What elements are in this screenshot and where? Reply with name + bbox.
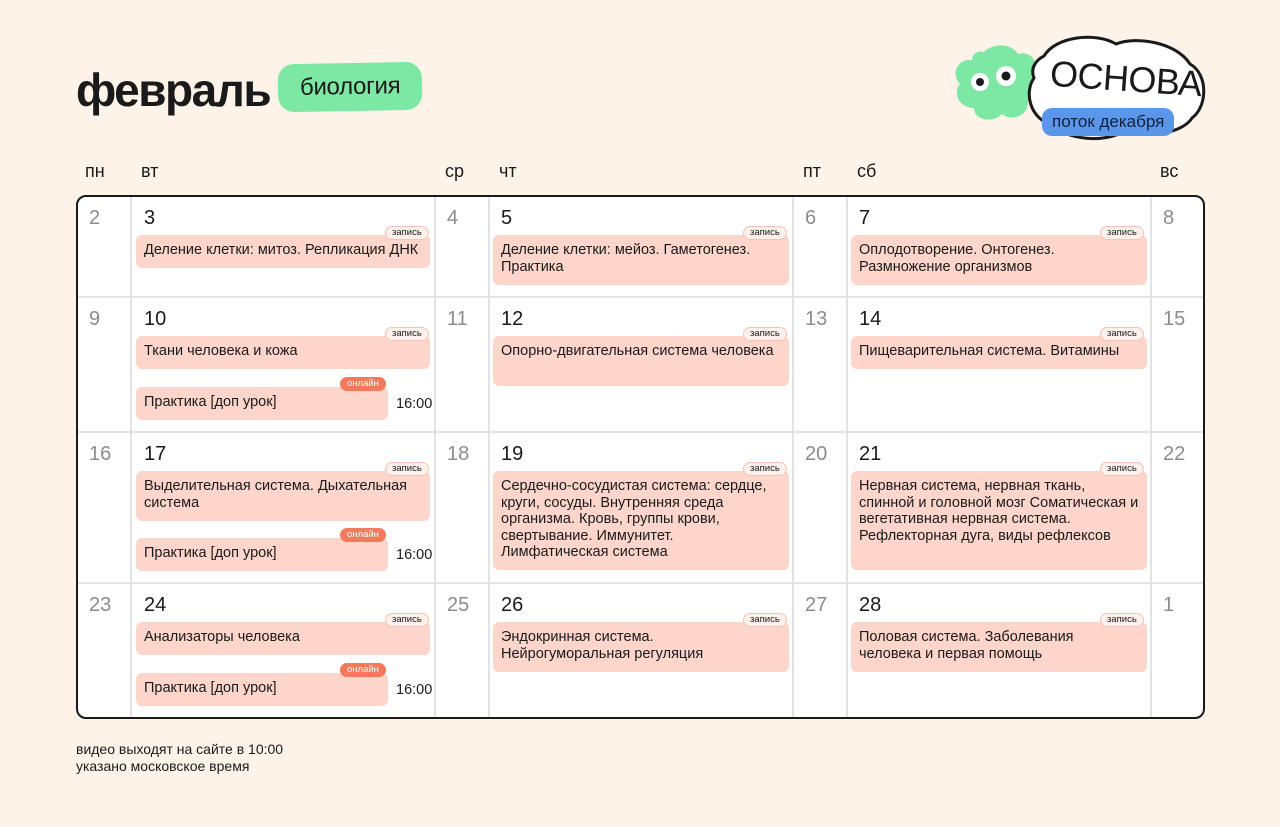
event-card[interactable] (851, 471, 1147, 570)
weekday-mon: пн (85, 161, 105, 181)
date-cell: 21 (859, 443, 882, 465)
date-cell: 22 (1163, 443, 1186, 465)
date-cell: 10 (144, 308, 167, 330)
date-cell: 16 (89, 443, 112, 465)
event-time: 16:00 (396, 682, 433, 698)
logo-badge: поток декабря (1042, 108, 1174, 136)
event-card[interactable] (136, 673, 388, 706)
event-card[interactable] (136, 235, 430, 268)
date-cell: 11 (447, 308, 468, 330)
event-time: 16:00 (396, 396, 433, 412)
event-title: Деление клетки: мейоз. Гаметогенез. Практика (501, 242, 751, 275)
recording-tag: запись (1100, 226, 1144, 240)
calendar-grid (76, 195, 1205, 719)
event-card[interactable] (493, 235, 789, 285)
event-time: 16:00 (396, 547, 433, 563)
recording-tag: запись (743, 226, 787, 240)
weekday-tue: вт (141, 161, 159, 181)
event-card[interactable] (136, 622, 430, 655)
date-cell: 5 (501, 207, 513, 229)
date-cell: 3 (144, 207, 156, 229)
date-cell: 4 (447, 207, 459, 229)
event-card[interactable] (493, 622, 789, 672)
event-title: Деление клетки: митоз. Репликация ДНК (144, 242, 419, 258)
event-card[interactable] (851, 622, 1147, 672)
event-title: Сердечно-сосудистая система: сердце, круги, сосуды. Внутренняя среда организма. Кровь, группы крови, свертывание. Иммунитет. Лимфатическая система (501, 478, 767, 560)
logo-name: ОСНОВА (1048, 52, 1204, 105)
event-card[interactable] (136, 387, 388, 420)
recording-tag: запись (743, 327, 787, 341)
date-cell: 24 (144, 594, 167, 616)
date-cell: 2 (89, 207, 101, 229)
date-cell: 14 (859, 308, 882, 330)
date-cell: 17 (144, 443, 167, 465)
recording-tag: запись (1100, 613, 1144, 627)
event-title: Практика [доп урок] (144, 545, 277, 561)
date-cell: 28 (859, 594, 882, 616)
date-cell: 12 (501, 308, 524, 330)
event-card[interactable] (493, 471, 789, 570)
recording-tag: запись (743, 462, 787, 476)
date-cell: 23 (89, 594, 112, 616)
event-title: Половая система. Заболевания человека и первая помощь (859, 629, 1074, 662)
date-cell: 15 (1163, 308, 1186, 330)
date-cell: 8 (1163, 207, 1175, 229)
date-cell: 1 (1163, 594, 1175, 616)
event-title: Выделительная система. Дыхательная система (144, 478, 408, 511)
recording-tag: запись (1100, 462, 1144, 476)
weekday-thu: чт (499, 161, 517, 181)
online-tag: онлайн (340, 528, 386, 542)
date-cell: 25 (447, 594, 470, 616)
recording-tag: запись (385, 613, 429, 627)
weekday-wed: ср (445, 161, 465, 181)
date-cell: 26 (501, 594, 524, 616)
event-title: Анализаторы человека (144, 629, 300, 645)
recording-tag: запись (1100, 327, 1144, 341)
event-card[interactable] (851, 336, 1147, 369)
date-cell: 27 (805, 594, 828, 616)
date-cell: 7 (859, 207, 871, 229)
event-title: Нервная система, нервная ткань, спинной и головной мозг Соматическая и вегетативная нервная система. Рефлекторная дуга, виды рефлексов (859, 478, 1139, 544)
date-cell: 18 (447, 443, 470, 465)
recording-tag: запись (385, 327, 429, 341)
event-title: Ткани человека и кожа (144, 343, 298, 359)
weekday-sat: сб (857, 161, 877, 181)
recording-tag: запись (743, 613, 787, 627)
month-title: февраль (76, 64, 271, 116)
event-title: Практика [доп урок] (144, 394, 277, 410)
event-title: Оплодотворение. Онтогенез. Размножение организмов (859, 242, 1055, 275)
event-card[interactable] (136, 538, 388, 571)
event-card[interactable] (136, 471, 430, 521)
online-tag: онлайн (340, 663, 386, 677)
event-card[interactable] (136, 336, 430, 369)
date-cell: 19 (501, 443, 524, 465)
date-cell: 9 (89, 308, 101, 330)
recording-tag: запись (385, 226, 429, 240)
weekday-fri: пт (803, 161, 821, 181)
event-title: Практика [доп урок] (144, 680, 277, 696)
event-card[interactable] (493, 336, 789, 386)
footer-timezone-note: указано московское время (76, 758, 250, 774)
event-title: Эндокринная система. Нейрогуморальная регуляция (501, 629, 704, 662)
event-title: Пищеварительная система. Витамины (859, 343, 1120, 359)
date-cell: 6 (805, 207, 817, 229)
footer-release-note: видео выходят на сайте в 10:00 (76, 741, 284, 757)
weekday-sun: вс (1160, 161, 1179, 181)
date-cell: 20 (805, 443, 828, 465)
date-cell: 13 (805, 308, 828, 330)
event-card[interactable] (851, 235, 1147, 285)
recording-tag: запись (385, 462, 429, 476)
event-title: Опорно-двигательная система человека (501, 343, 774, 359)
online-tag: онлайн (340, 377, 386, 391)
subject-pill: биология (278, 62, 423, 113)
